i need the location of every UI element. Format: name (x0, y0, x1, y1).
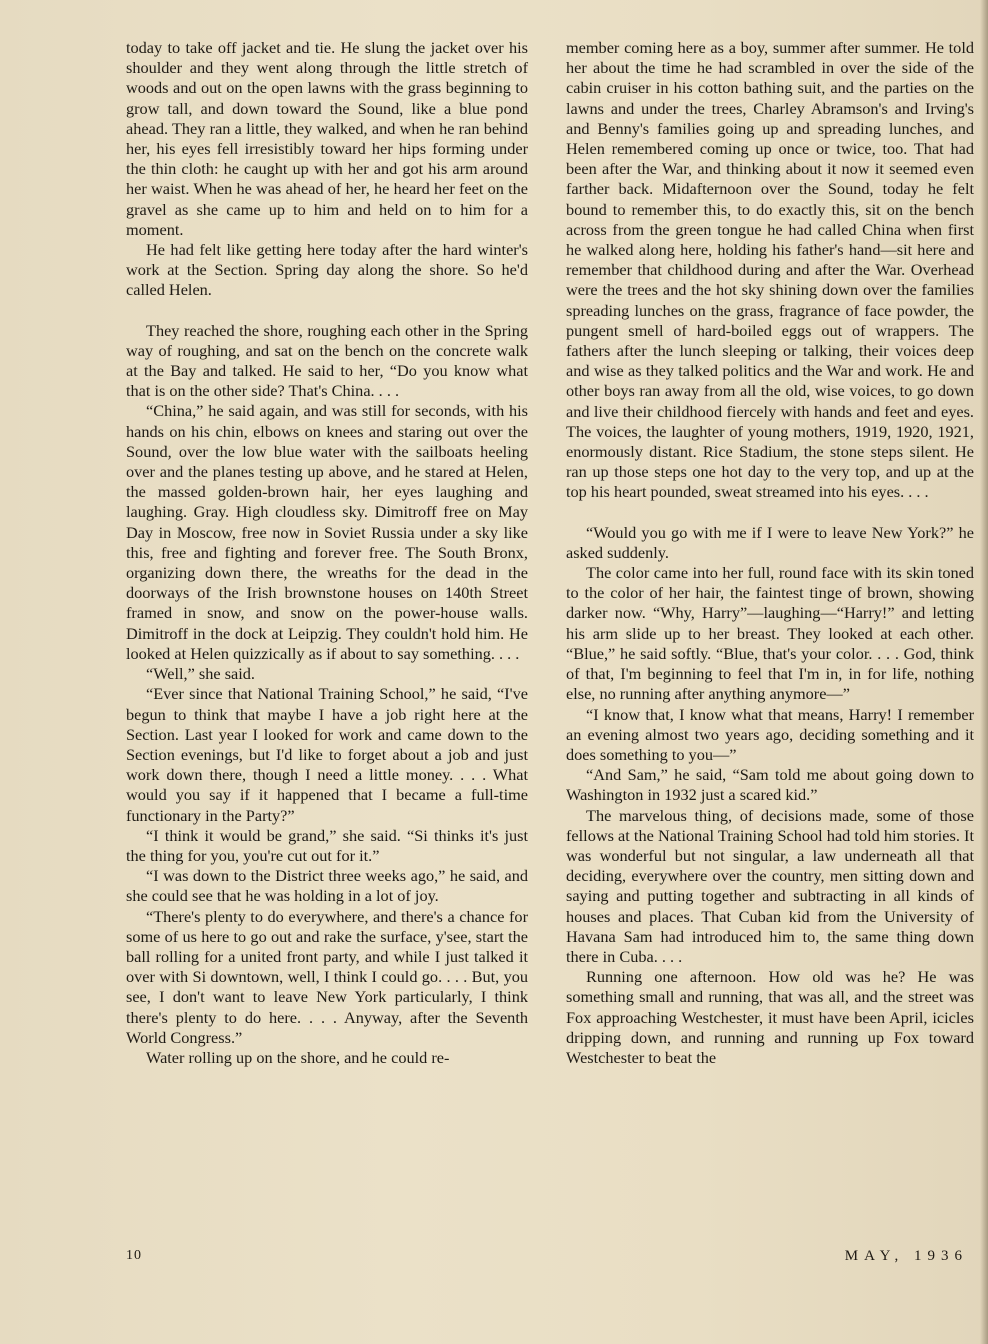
right-text-column (566, 38, 974, 1068)
paragraph: Water rolling up on the shore, and he could re- (146, 1047, 450, 1067)
paragraph: member coming here as a boy, summer after summer. He told her about the time he had scrambled in over the side of the cabin cruiser in his cotton bathing suit, and the parties on the lawns and under the trees, Charley Abramson's and Irving's and Benny's families going up and spreading lunches, and Helen remembered coming up once or twice, too. That had been after the War, and thinking about it now it seemed even farther back. Midafternoon over the Sound, today he felt bound to remember this, to do exactly this, sit on the bench across from the green tongue he had called China when first he walked along here, holding his father's hand—sit here and remember that childhood during and after the War. Overhead were the trees and the hot sky shining down over the families spreading lunches on the grass, fragrance of face powder, the pungent smell of hard-boiled eggs out of wrappers. The fathers after the lunch sleeping or talking, their voices deep and wise as they talked politics and the War and work. He and other boys ran away from all the old, wise voices, to go down and live their childhood fiercely with hands and feet and eyes. The voices, the laughter of young mothers, 1919, 1920, 1921, enormously distant. Rice Stadium, the stone steps silent. He ran up those steps one hot day to the very top, and up at the top his heart pounded, sweat streamed into his eyes. . . . (566, 38, 974, 502)
paragraph: The marvelous thing, of decisions made, some of those fellows at the National Training School had told him stories. It was wonderful but not singular, a law underneath all that deciding, everywhere over the country, men sitting down and saying and putting together and subtracting in all kinds of houses and places. That Cuban kid from the University of Havana Sam had introduced him to, the same thing down there in Cuba. . . . (566, 805, 974, 966)
paragraph: Running one afternoon. How old was he? He was something small and running, that was all, and the street was Fox approaching Westchester, it must have been April, icicles dripping down, and running and running up Fox toward Westchester to beat the (566, 967, 974, 1067)
issue-date: MAY, 1936 (844, 1248, 968, 1264)
page-edge-shadow (980, 0, 988, 1344)
paragraph: He had felt like getting here today after the hard winter's work at the Section. Spring day along the shore. So he'd called Helen. (126, 240, 528, 300)
paragraph: “And Sam,” he said, “Sam told me about going down to Washington in 1932 just a scared kid.” (566, 765, 974, 805)
paragraph: today to take off jacket and tie. He slung the jacket over his shoulder and they went along through the little stretch of woods and out on the open lawns with the grass beginning to grow tall, and down toward the Sound, like a blue pond ahead. They ran a little, they walked, and when he ran behind her, his eyes fell irresistibly toward her hips forming under the thin cloth: he caught up with her and got his arm around her waist. When he was ahead of her, he heard her feet on the gravel as she came up to him and held on to him for a moment. (126, 38, 528, 239)
paragraph: They reached the shore, roughing each other in the Spring way of roughing, and sat on the bench on the concrete walk at the Bay and talked. He said to her, “Do you know what that is on the other side? That's China. . . . (126, 320, 528, 401)
paragraph: “Well,” she said. (146, 664, 255, 684)
paragraph: “I was down to the District three weeks ago,” he said, and she could see that he was holding in a lot of joy. (126, 866, 528, 906)
paragraph: “China,” he said again, and was still for seconds, with his hands on his chin, elbows on knees and staring out over the Sound, over the low blue water with the sailboats heeling over and the planes testing up above, and he stared at Helen, the massed golden-brown hair, her eyes laughing and laughing. Gray. High cloudless sky. Dimitroff free on May Day in Moscow, free now in Soviet Russia under a sky like this, free and fighting and forever free. The South Bronx, organizing down there, the wreaths for the dead in the doorways of the Irish brownstone houses on 140th Street framed in snow, and snow on the power-house walls. Dimitroff in the dock at Leipzig. They couldn't hold him. He looked at Helen quizzically as if about to say something. . . . (126, 401, 528, 663)
paragraph: The color came into her full, round face with its skin toned to the color of her hair, the faintest tinge of brown, showing darker now. “Why, Harry”—laughing—“Harry!” and letting his arm slide up to her breast. They looked at each other. “Blue,” he said softly. “Blue, that's your color. . . . God, think of that, I'm beginning to feel that I'm in, in for life, nothing else, no running after anything anymore—” (566, 563, 974, 704)
paragraph: “I think it would be grand,” she said. “Si thinks it's just the thing for you, you're cut out for it.” (126, 825, 528, 865)
paragraph: “Would you go with me if I were to leave New York?” he asked suddenly. (566, 522, 974, 562)
paragraph: “There's plenty to do everywhere, and there's a chance for some of us here to go out and rake the surface, y'see, start the ball rolling for a united front party, and while I just talked it over with Si downtown, well, I think I could go. . . . But, you see, I don't want to leave New York particularly, I think there's plenty to do here. . . . Anyway, after the Seventh World Congress.” (126, 906, 528, 1047)
page-number: 10 (126, 1248, 142, 1263)
left-text-column (126, 38, 528, 1068)
paragraph: “I know that, I know what that means, Harry! I remember an evening almost two years ago, deciding something and it does something to you—” (566, 704, 974, 764)
paragraph: “Ever since that National Training School,” he said, “I've begun to think that maybe I have a job right here at the Section. Last year I looked for work and came down to the Section evenings, but I'd like to forget about a job and just work down there, though I need a little money. . . . What would you say if it happened that I became a full-time functionary in the Party?” (126, 684, 528, 825)
